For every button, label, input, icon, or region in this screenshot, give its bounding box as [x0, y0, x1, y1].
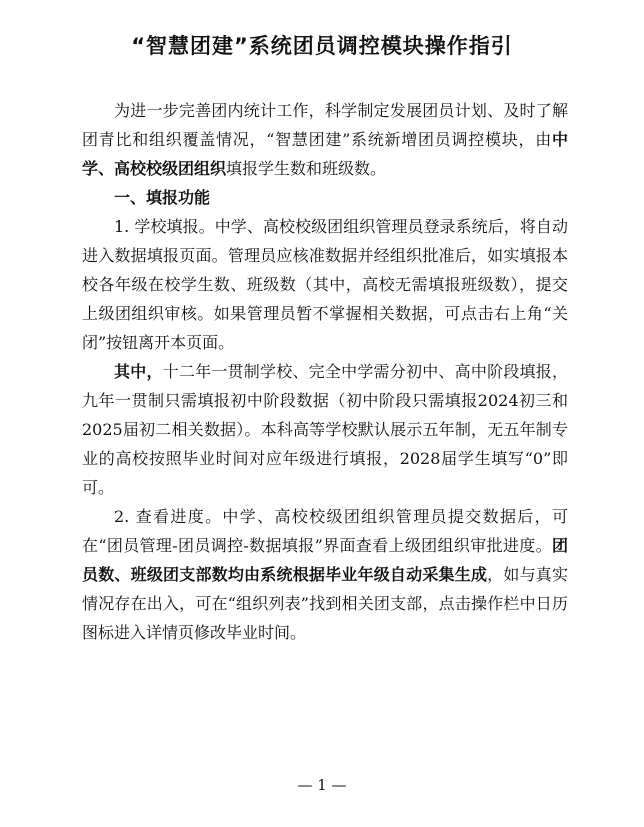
item-view-progress-text-2: ，如与真实情况存在出入，可在“组织列表”找到相关团支部，点击操作栏中日历图标进入详情页修改毕业时间。: [82, 565, 568, 642]
page-number: — 1 —: [297, 776, 347, 794]
item-school-filling-text: 中学、高校校级团组织管理员登录系统后，将自动进入数据填报页面。管理员应核准数据并经组织批准后，如实填报本校各年级在校学生数、班级数（其中，高校无需填报班级数），提交上级团组织审核。如果管理员暂不掌握相关数据，可点击右上角“关闭”按钮离开本页面。: [82, 217, 568, 352]
document-body: [82, 96, 568, 647]
item-school-filling: [82, 212, 568, 357]
intro-text-1: 为进一步完善团内统计工作，科学制定发展团员计划、及时了解团青比和组织覆盖情况，“智慧团建”系统新增团员调控模块，由: [82, 101, 568, 149]
item-view-progress-lead: 2. 查看进度。: [114, 507, 223, 526]
intro-paragraph: [82, 96, 568, 183]
note-bold-lead: 其中，: [114, 362, 163, 381]
document-title: “智慧团建”系统团员调控模块操作指引: [131, 34, 513, 58]
note-text: 十二年一贯制学校、完全中学需分初中、高中阶段填报，九年一贯制只需填报初中阶段数据（初中阶段只需填报2024初三和2025届初二相关数据）。本科高等学校默认展示五年制，无五年制专业的高校按照毕业时间对应年级进行填报，2028届学生填写“0”即可。: [82, 362, 568, 497]
item-view-progress-text-1: 中学、高校校级团组织管理员提交数据后，可在“团员管理-团员调控-数据填报”界面查看上级团组织审批进度。: [82, 507, 568, 555]
note-paragraph: [82, 357, 568, 502]
item-school-filling-lead: 1. 学校填报。: [114, 217, 215, 236]
item-view-progress-bold: 团员数、班级团支部数均由系统根据毕业年级自动采集生成: [82, 536, 568, 584]
section-heading-filling: 一、填报功能: [114, 188, 211, 207]
intro-bold-text: 中学、高校校级团组织: [82, 130, 568, 178]
intro-text-2: 填报学生数和班级数。: [226, 159, 387, 178]
item-view-progress: [82, 502, 568, 647]
